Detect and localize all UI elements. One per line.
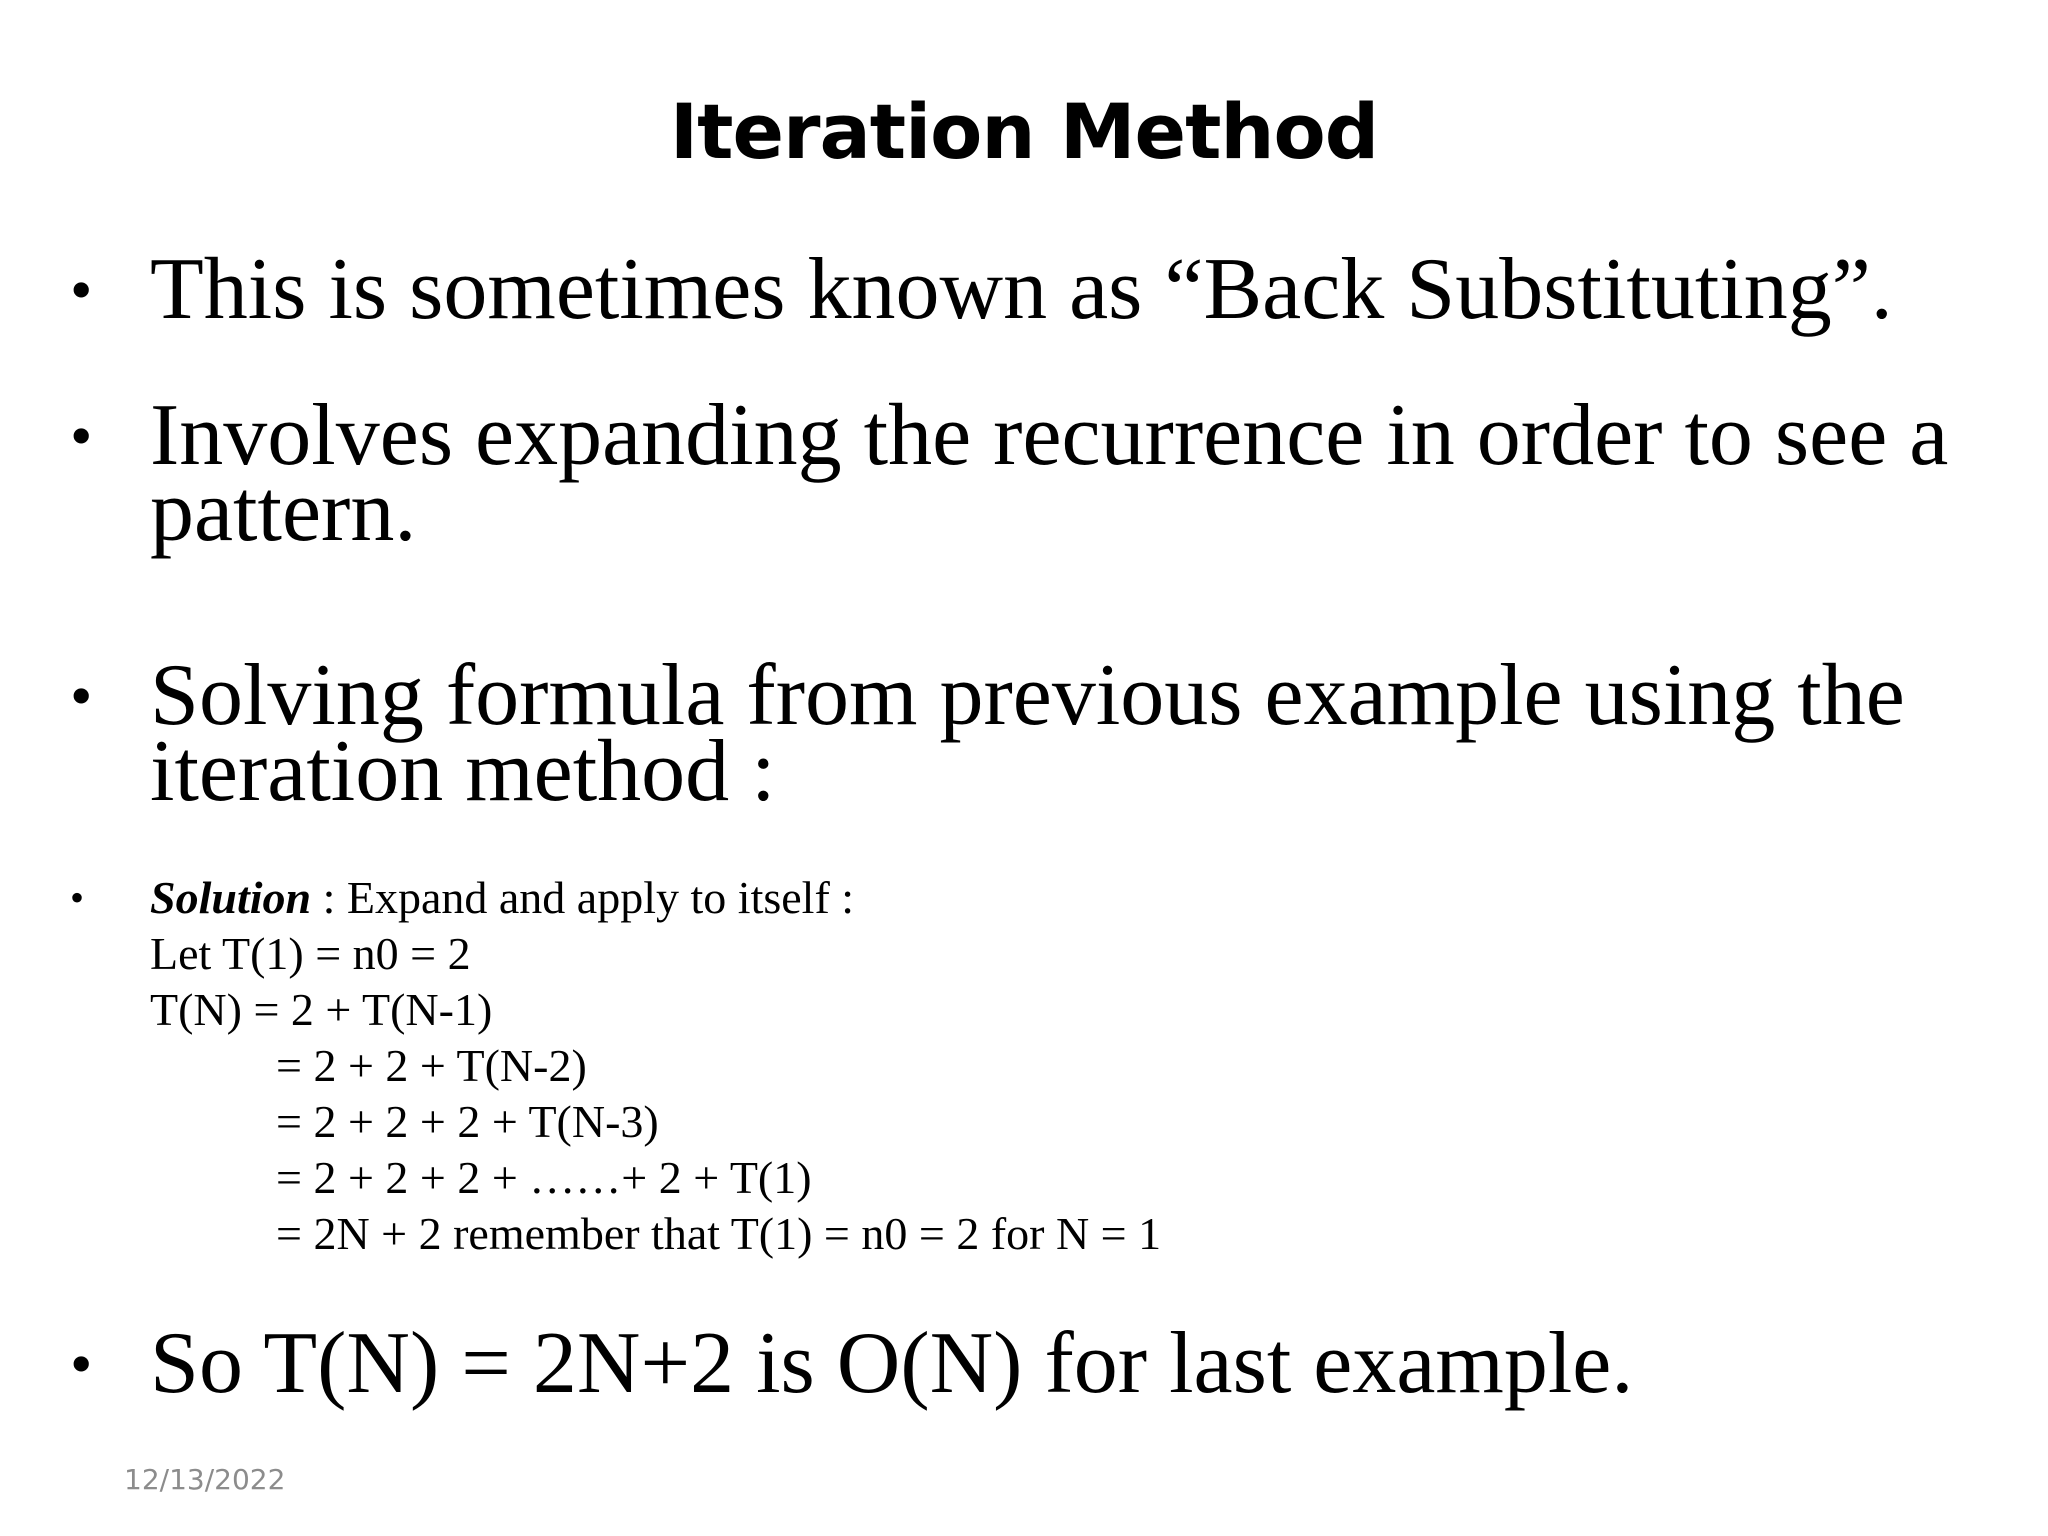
solution-text [150, 870, 2010, 1262]
bullet-dot: • [70, 1328, 93, 1399]
solution-line: T(N) = 2 + T(N-1) [150, 984, 493, 1035]
bullet-dot: • [70, 875, 85, 920]
slide-date: 12/13/2022 [124, 1463, 286, 1496]
bullet-line: So T(N) = 2N+2 is O(N) for last example. [150, 1315, 1634, 1412]
bullet-text [150, 241, 2010, 338]
solution-line: Let T(1) = n0 = 2 [150, 928, 471, 979]
bullet-line: pattern. [150, 463, 417, 560]
solution-heading [150, 870, 2010, 926]
bullet-text [150, 1315, 2010, 1412]
solution-step: = 2 + 2 + T(N-2) [276, 1040, 587, 1091]
solution-label: Solution [150, 872, 312, 923]
bullet-text [150, 387, 2010, 560]
bullet-text [150, 647, 2010, 820]
bullet-line: iteration method : [150, 723, 776, 820]
bullet-dot: • [70, 254, 93, 325]
bullet-line: Involves expanding the recurrence in order to see a [150, 387, 1949, 484]
bullet-line: This is sometimes known as “Back Substituting”. [150, 241, 1893, 338]
bullet-dot: • [70, 400, 93, 471]
solution-step: = 2 + 2 + 2 + ……+ 2 + T(1) [276, 1152, 812, 1203]
solution-intro: : Expand and apply to itself : [311, 872, 855, 923]
solution-step: = 2 + 2 + 2 + T(N-3) [276, 1096, 659, 1147]
bullet-line: Solving formula from previous example using the [150, 647, 1905, 744]
slide-title: Iteration Method [669, 87, 1379, 176]
bullet-dot: • [70, 660, 93, 731]
solution-step: = 2N + 2 remember that T(1) = n0 = 2 for N = 1 [276, 1208, 1162, 1259]
